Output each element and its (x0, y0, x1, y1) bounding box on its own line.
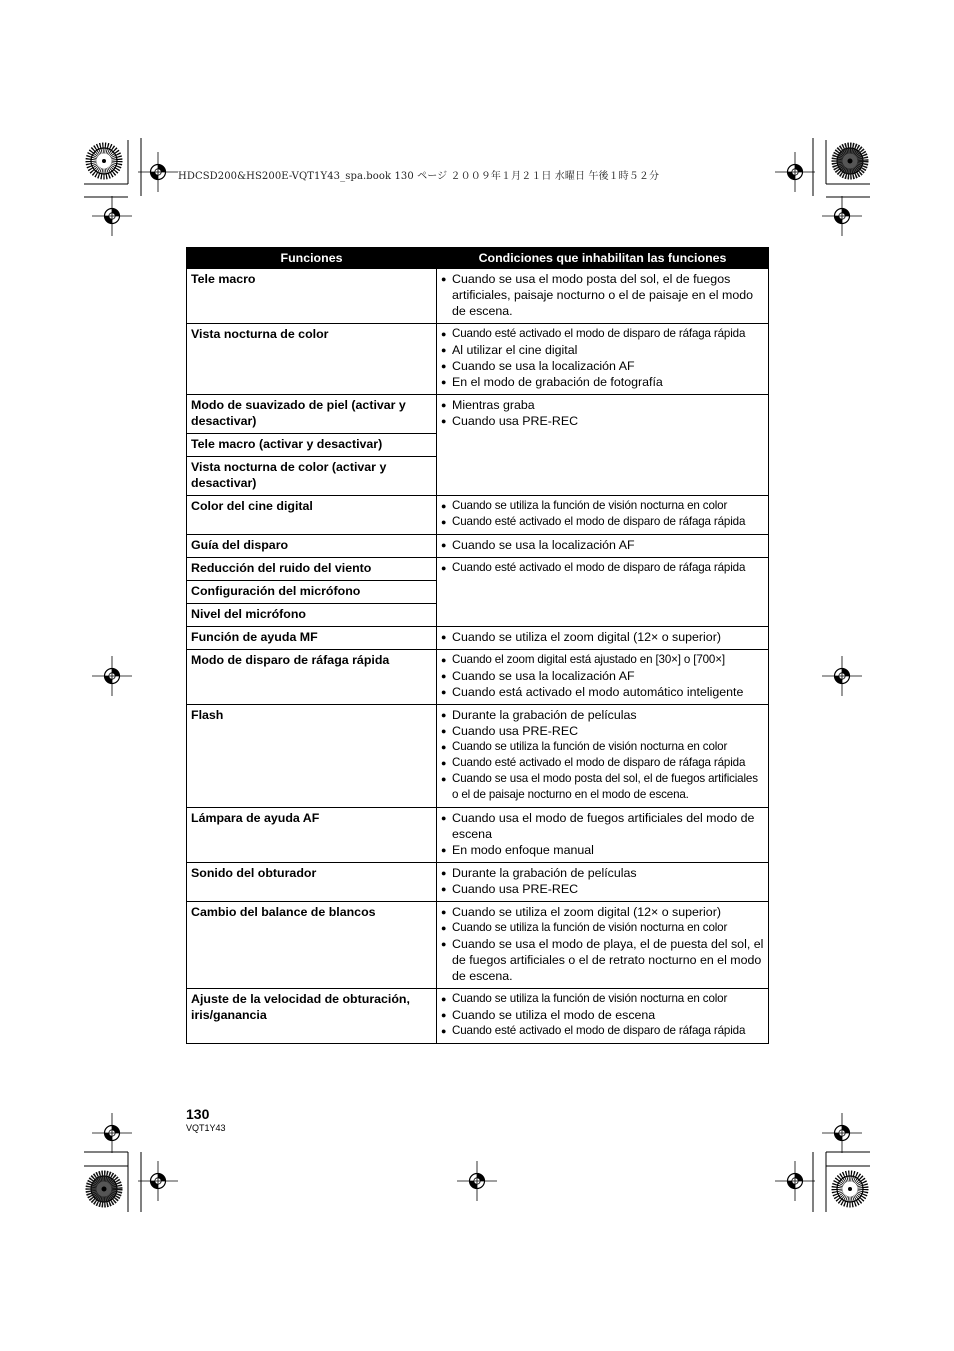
condition-item: ● Cuando esté activado el modo de disparo de ráfaga rápida (441, 755, 764, 771)
function-cell: Vista nocturna de color (activar y desactivar) (187, 457, 437, 496)
condition-item: ● Cuando se utiliza el zoom digital (12× o superior) (441, 629, 764, 645)
condition-item: ● Cuando usa PRE-REC (441, 881, 764, 897)
condition-item: ● Cuando se utiliza la función de visión nocturna en color (441, 498, 764, 514)
condition-item: ● Cuando usa PRE-REC (441, 413, 764, 429)
condition-item: ● Cuando se utiliza la función de visión nocturna en color (441, 991, 764, 1007)
conditions-cell (437, 863, 769, 902)
table-row (187, 808, 769, 863)
function-cell: Color del cine digital (187, 496, 437, 535)
function-cell: Guía del disparo (187, 535, 437, 558)
condition-item: ● Cuando se usa el modo de playa, el de puesta del sol, el de fuegos artificiales o el de retrato nocturno en el modo de escena. (441, 936, 764, 984)
condition-item: ● Cuando esté activado el modo de disparo de ráfaga rápida (441, 1023, 764, 1039)
function-cell: Modo de suavizado de piel (activar y desactivar) (187, 395, 437, 434)
function-cell: Configuración del micrófono (187, 581, 437, 604)
table-row (187, 627, 769, 650)
function-cell: Tele macro (activar y desactivar) (187, 434, 437, 457)
function-cell: Lámpara de ayuda AF (187, 808, 437, 863)
conditions-cell (437, 650, 769, 705)
table-row (187, 863, 769, 902)
column-header-conditions: Condiciones que inhabilitan las funciones (437, 248, 769, 269)
conditions-cell (437, 269, 769, 324)
conditions-cell (437, 705, 769, 808)
conditions-cell (437, 496, 769, 535)
table-row (187, 535, 769, 558)
function-cell: Flash (187, 705, 437, 808)
function-cell: Reducción del ruido del viento (187, 558, 437, 581)
table-row (187, 902, 769, 989)
table-row (187, 496, 769, 535)
condition-item: ● Cuando esté activado el modo de disparo de ráfaga rápida (441, 560, 764, 576)
condition-item: ● Cuando se usa la localización AF (441, 537, 764, 553)
condition-item: ● Cuando está activado el modo automático inteligente (441, 684, 764, 700)
condition-item: ● Cuando esté activado el modo de disparo de ráfaga rápida (441, 514, 764, 530)
conditions-cell (437, 902, 769, 989)
condition-item: ● Cuando se utiliza el modo de escena (441, 1007, 764, 1023)
condition-item: ● En modo enfoque manual (441, 842, 764, 858)
function-cell: Ajuste de la velocidad de obturación, iris/ganancia (187, 989, 437, 1044)
table-row (187, 324, 769, 395)
table-row (187, 989, 769, 1044)
table-header-row (187, 248, 769, 269)
page-number: 130 (186, 1106, 210, 1122)
condition-item: ● Cuando el zoom digital está ajustado en [30×] o [700×] (441, 652, 764, 668)
condition-item: ● Durante la grabación de películas (441, 865, 764, 881)
function-cell: Cambio del balance de blancos (187, 902, 437, 989)
condition-item: ● En el modo de grabación de fotografía (441, 374, 764, 390)
model-code: VQT1Y43 (186, 1123, 226, 1133)
condition-item: ● Mientras graba (441, 397, 764, 413)
conditions-cell (437, 395, 769, 496)
condition-item: ● Cuando usa PRE-REC (441, 723, 764, 739)
table-row (187, 558, 769, 581)
condition-item: ● Al utilizar el cine digital (441, 342, 764, 358)
conditions-cell (437, 324, 769, 395)
function-cell: Nivel del micrófono (187, 604, 437, 627)
condition-item: ● Cuando se utiliza el zoom digital (12× o superior) (441, 904, 764, 920)
condition-item: ● Cuando se utiliza la función de visión nocturna en color (441, 739, 764, 755)
condition-item: ● Cuando usa el modo de fuegos artificiales del modo de escena (441, 810, 764, 842)
function-cell: Función de ayuda MF (187, 627, 437, 650)
function-cell: Modo de disparo de ráfaga rápida (187, 650, 437, 705)
function-cell: Tele macro (187, 269, 437, 324)
conditions-cell (437, 558, 769, 627)
function-cell: Vista nocturna de color (187, 324, 437, 395)
table-row (187, 705, 769, 808)
conditions-cell (437, 989, 769, 1044)
functions-table (186, 247, 769, 1044)
print-header-line: HDCSD200&HS200E-VQT1Y43_spa.book 130 ページ ２００９年１月２１日 水曜日 午後１時５２分 (178, 171, 660, 182)
conditions-cell (437, 808, 769, 863)
column-header-functions: Funciones (187, 248, 437, 269)
condition-item: ● Cuando se usa el modo posta del sol, el de fuegos artificiales o el de paisaje nocturno en el modo de escena. (441, 771, 764, 803)
conditions-cell (437, 627, 769, 650)
function-cell: Sonido del obturador (187, 863, 437, 902)
condition-item: ● Cuando se utiliza la función de visión nocturna en color (441, 920, 764, 936)
table-row (187, 650, 769, 705)
condition-item: ● Durante la grabación de películas (441, 707, 764, 723)
condition-item: ● Cuando se usa la localización AF (441, 358, 764, 374)
table-row (187, 269, 769, 324)
conditions-cell (437, 535, 769, 558)
table-row (187, 395, 769, 434)
condition-item: ● Cuando esté activado el modo de disparo de ráfaga rápida (441, 326, 764, 342)
condition-item: ● Cuando se usa la localización AF (441, 668, 764, 684)
condition-item: ● Cuando se usa el modo posta del sol, el de fuegos artificiales, paisaje nocturno o el de paisaje en el modo de escena. (441, 271, 764, 319)
